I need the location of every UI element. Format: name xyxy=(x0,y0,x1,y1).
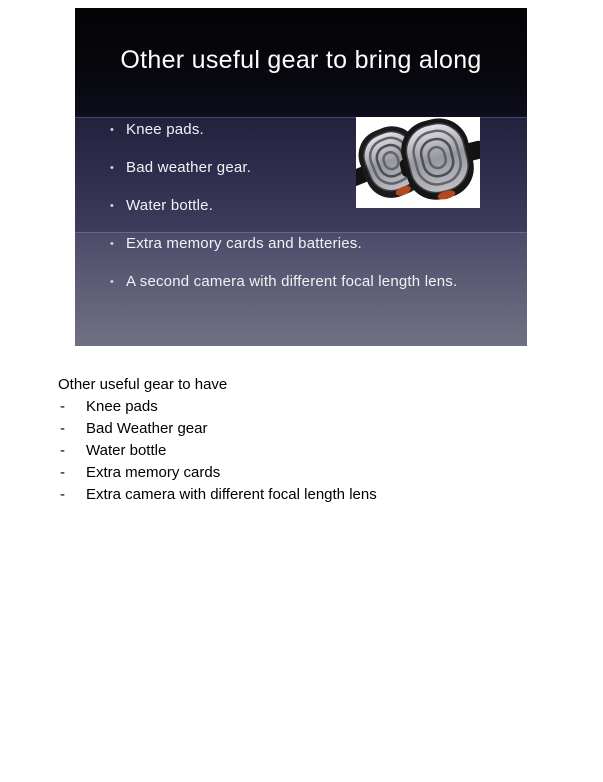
bullet-text: Extra memory cards and batteries. xyxy=(126,235,362,252)
bullet-text: Water bottle. xyxy=(126,197,214,214)
slide-bullet xyxy=(110,235,510,253)
note-text: Water bottle xyxy=(86,442,167,459)
note-item xyxy=(58,418,538,440)
note-item xyxy=(58,440,538,462)
bullet-text: Bad weather gear. xyxy=(126,159,252,176)
note-text: Extra memory cards xyxy=(86,464,221,481)
note-text: Bad Weather gear xyxy=(86,420,208,437)
bullet-text: A second camera with different focal length lens. xyxy=(126,273,458,290)
note-item xyxy=(58,484,538,506)
bullet-dot-icon: • xyxy=(110,162,115,174)
bullet-dot-icon: • xyxy=(110,238,115,250)
dash-bullet: - xyxy=(60,420,65,437)
notes-section xyxy=(58,374,538,506)
dash-bullet: - xyxy=(60,398,65,415)
slide-bullet xyxy=(110,273,510,291)
note-text: Extra camera with different focal length lens xyxy=(86,486,377,503)
note-text: Knee pads xyxy=(86,398,158,415)
slide-title: Other useful gear to bring along xyxy=(120,46,482,74)
presentation-slide xyxy=(75,8,527,346)
dash-bullet: - xyxy=(60,442,65,459)
bullet-dot-icon: • xyxy=(110,124,115,136)
bullet-dot-icon: • xyxy=(110,200,115,212)
bullet-dot-icon: • xyxy=(110,276,115,288)
bullet-text: Knee pads. xyxy=(126,121,204,138)
dash-bullet: - xyxy=(60,464,65,481)
knee-pads-image xyxy=(356,117,480,208)
note-item xyxy=(58,462,538,484)
notes-heading: Other useful gear to have xyxy=(58,376,228,393)
dash-bullet: - xyxy=(60,486,65,503)
note-item xyxy=(58,396,538,418)
